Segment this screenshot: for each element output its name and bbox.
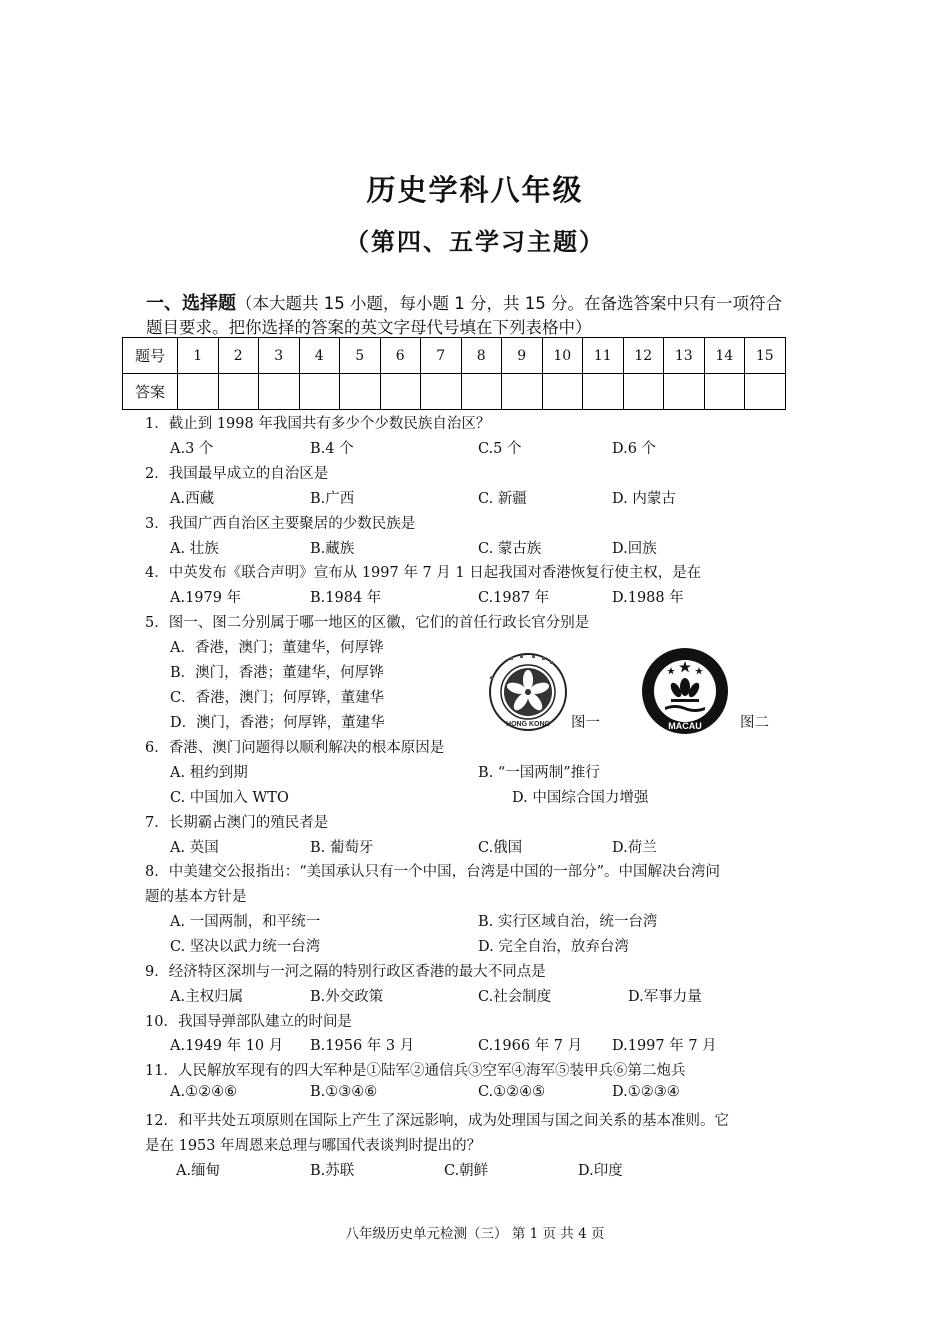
option: B.①③④⑥ [310, 1084, 378, 1100]
answer-cell[interactable] [340, 374, 381, 410]
option: A.主权归属 [170, 989, 244, 1005]
question-stem: 11．人民解放军现有的四大军种是①陆军②通信兵③空军④海军⑤装甲兵⑥第二炮兵 [145, 1063, 686, 1079]
option: D. 内蒙古 [612, 491, 676, 507]
table-row-answers [123, 374, 786, 410]
option: B.4 个 [310, 441, 354, 457]
table-header-cell: 6 [380, 338, 421, 374]
page-title: 历史学科八年级 [366, 173, 584, 207]
hong-kong-emblem-text: HONG KONG [506, 721, 550, 728]
question-stem: 5．图一、图二分别属于哪一地区的区徽，它们的首任行政长官分别是 [145, 615, 590, 631]
answer-cell[interactable] [461, 374, 502, 410]
question-stem: 2．我国最早成立的自治区是 [145, 466, 329, 482]
answer-cell[interactable] [745, 374, 786, 410]
answer-cell[interactable] [542, 374, 583, 410]
option: D.6 个 [612, 441, 657, 457]
answer-cell[interactable] [178, 374, 219, 410]
table-header-cell: 9 [502, 338, 543, 374]
answer-cell[interactable] [583, 374, 624, 410]
answer-cell[interactable] [502, 374, 543, 410]
option: C.5 个 [478, 441, 522, 457]
option: A．香港，澳门；董建华，何厚铧 [170, 640, 384, 656]
option: D．澳门，香港；何厚铧，董建华 [170, 715, 385, 731]
option: A.1949 年 10 月 [170, 1038, 284, 1054]
page-subtitle: （第四、五学习主题） [345, 227, 605, 256]
question-stem: 7．长期霸占澳门的殖民者是 [145, 815, 329, 831]
option: B.外交政策 [310, 989, 384, 1005]
table-header-cell: 11 [583, 338, 624, 374]
option: A. 租约到期 [170, 765, 248, 781]
instructions-line-1: （本大题共 15 小题，每小题 1 分，共 15 分。在备选答案中只有一项符合 [236, 294, 782, 313]
option: C. 中国加入 WTO [170, 790, 289, 806]
answer-cell[interactable] [218, 374, 259, 410]
table-header-cell: 13 [664, 338, 705, 374]
option: B. 葡萄牙 [310, 840, 374, 856]
table-header-cell: 3 [259, 338, 300, 374]
instructions-line-2: 题目要求。把你选择的答案的英文字母代号填在下列表格中） [146, 318, 592, 337]
answer-cell[interactable] [623, 374, 664, 410]
option: C.社会制度 [478, 989, 552, 1005]
question-stem: 3．我国广西自治区主要聚居的少数民族是 [145, 516, 416, 532]
question-stem-continued: 题的基本方针是 [145, 889, 247, 905]
table-header-cell: 5 [340, 338, 381, 374]
question-stem: 4．中英发布《联合声明》宣布从 1997 年 7 月 1 日起我国对香港恢复行使主权，是在 [145, 565, 702, 581]
option: B.广西 [310, 491, 355, 507]
question-stem: 1．截止到 1998 年我国共有多少个少数民族自治区？ [145, 416, 491, 432]
answer-table [122, 337, 786, 410]
option: C．香港，澳门；何厚铧，董建华 [170, 690, 385, 706]
option: C.1987 年 [478, 590, 550, 606]
option: D.荷兰 [612, 840, 657, 856]
section-heading: 一、选择题 [146, 293, 236, 314]
option: B. “一国两制”推行 [478, 765, 600, 781]
table-header-cell: 14 [704, 338, 745, 374]
table-header-cell: 10 [542, 338, 583, 374]
option: C.朝鲜 [444, 1163, 489, 1179]
table-header-cell: 15 [745, 338, 786, 374]
question-stem-continued: 是在 1953 年周恩来总理与哪国代表谈判时提出的？ [145, 1138, 482, 1154]
macau-emblem-text: MACAU [668, 721, 702, 731]
answer-cell[interactable] [704, 374, 745, 410]
answer-cell[interactable] [664, 374, 705, 410]
option: B.1956 年 3 月 [310, 1038, 415, 1054]
table-header-cell: 1 [178, 338, 219, 374]
table-header-cell: 7 [421, 338, 462, 374]
answer-cell[interactable] [421, 374, 462, 410]
option: D.回族 [612, 541, 657, 557]
option: B.藏族 [310, 541, 355, 557]
figure1-label: 图一 [571, 715, 600, 731]
option: A.缅甸 [176, 1163, 221, 1179]
question-stem: 8．中美建交公报指出：“美国承认只有一个中国，台湾是中国的一部分”。中国解决台湾问 [145, 864, 721, 880]
question-stem: 6．香港、澳门问题得以顺利解决的根本原因是 [145, 740, 445, 756]
option: A. 一国两制，和平统一 [170, 914, 321, 930]
option: B.1984 年 [310, 590, 382, 606]
option: D.军事力量 [628, 989, 702, 1005]
option: D.①②③④ [612, 1084, 680, 1100]
option: A.1979 年 [170, 590, 242, 606]
option: B．澳门，香港；董建华，何厚铧 [170, 665, 384, 681]
figure2-label: 图二 [740, 715, 769, 731]
option: D.印度 [578, 1163, 623, 1179]
option: A.3 个 [170, 441, 214, 457]
option: C. 新疆 [478, 491, 527, 507]
option: A.①②④⑥ [170, 1084, 238, 1100]
answer-cell[interactable] [299, 374, 340, 410]
macau-emblem-icon [641, 647, 729, 735]
option: C.1966 年 7 月 [478, 1038, 583, 1054]
option: D. 完全自治，放弃台湾 [478, 939, 629, 955]
table-header-cell: 8 [461, 338, 502, 374]
option: A. 壮族 [170, 541, 219, 557]
section-instructions [146, 289, 782, 315]
table-header-cell: 2 [218, 338, 259, 374]
row-label-answer: 答案 [123, 374, 178, 410]
table-row-numbers [123, 338, 786, 374]
row-label-number: 题号 [123, 338, 178, 374]
question-stem: 10．我国导弹部队建立的时间是 [145, 1014, 352, 1030]
option: C.①②④⑤ [478, 1084, 546, 1100]
option: D.1997 年 7 月 [612, 1038, 717, 1054]
option: B. 实行区域自治，统一台湾 [478, 914, 658, 930]
option: D.1988 年 [612, 590, 684, 606]
page-footer: 八年级历史单元检测（三） 第 1 页 共 4 页 [345, 1226, 605, 1242]
answer-cell[interactable] [259, 374, 300, 410]
option: C. 坚决以武力统一台湾 [170, 939, 321, 955]
option: C. 蒙古族 [478, 541, 542, 557]
option: A.西藏 [170, 491, 215, 507]
option: B.苏联 [310, 1163, 355, 1179]
option: C.俄国 [478, 840, 523, 856]
option: D. 中国综合国力增强 [512, 790, 649, 806]
option: A. 英国 [170, 840, 219, 856]
table-header-cell: 4 [299, 338, 340, 374]
table-header-cell: 12 [623, 338, 664, 374]
question-stem: 12．和平共处五项原则在国际上产生了深远影响，成为处理国与国之间关系的基本准则。它 [145, 1113, 729, 1129]
answer-cell[interactable] [380, 374, 421, 410]
question-stem: 9．经济特区深圳与一河之隔的特别行政区香港的最大不同点是 [145, 964, 546, 980]
hong-kong-emblem-icon [488, 652, 568, 732]
